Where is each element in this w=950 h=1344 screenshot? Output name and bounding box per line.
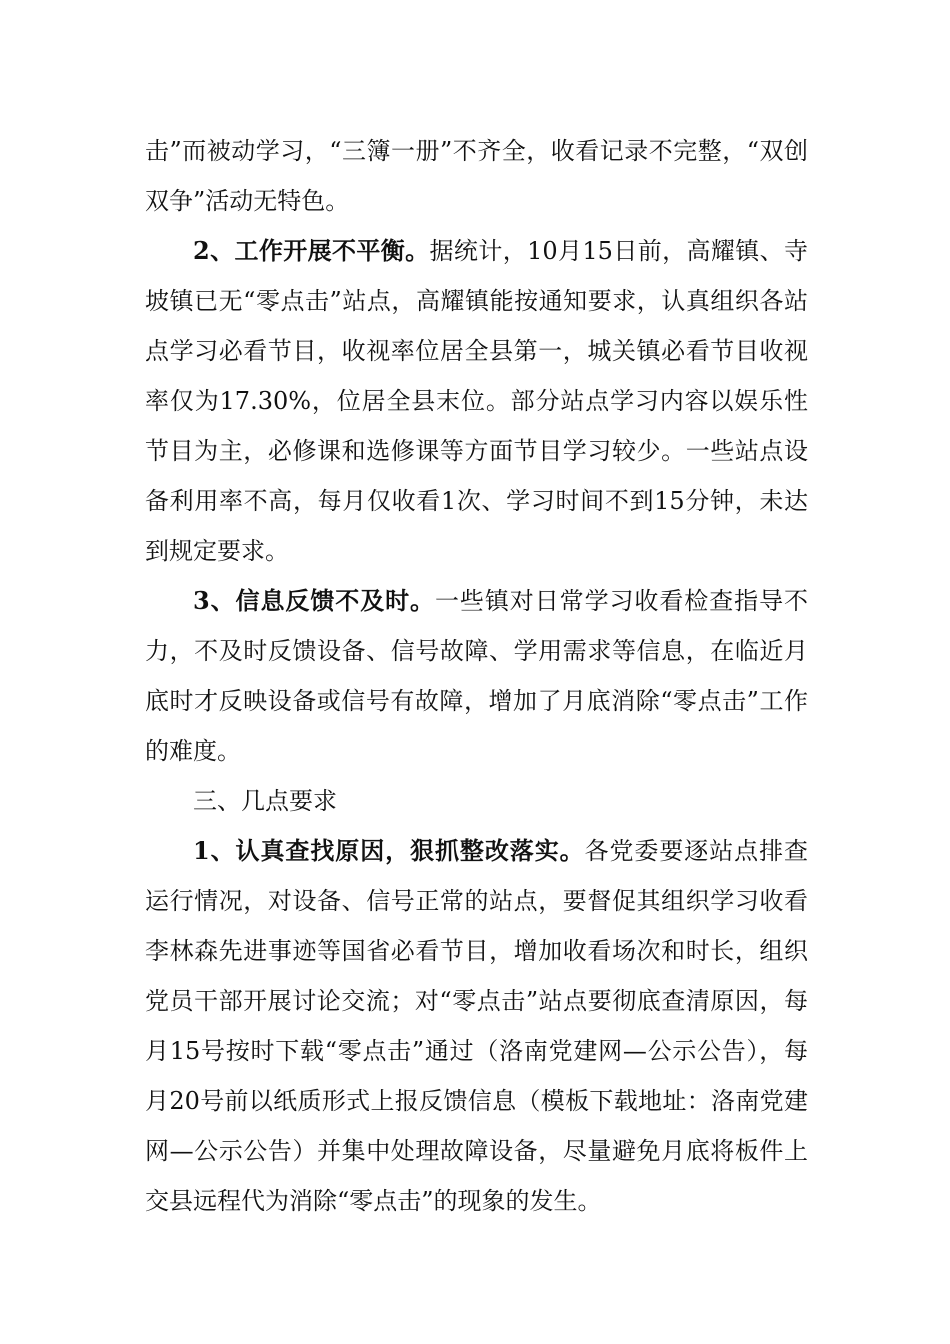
paragraph-text: 击”而被动学习，“三簿一册”不齐全，收看记录不完整，“双创双争”活动无特色。 [145, 137, 808, 215]
paragraph-text: 据统计，10月15日前，高耀镇、寺坡镇已无“零点击”站点，高耀镇能按通知要求，认真组织各站点学习必看节目，收视率位居全县第一，城关镇必看节目收视率仅为17.30%，位居全县末位。部分站点学习内容以娱乐性节目为主，必修课和选修课等方面节目学习较少。一些站点设备利用率不高，每月仅收看1次、学习时间不到15分钟，未达到规定要求。 [145, 237, 809, 565]
paragraph-heading: 3、信息反馈不及时。 [193, 586, 435, 615]
section-title: 三、几点要求 [193, 787, 337, 815]
document-body [145, 126, 808, 1226]
section-title-requirements [145, 776, 808, 826]
paragraph-continuation [145, 126, 808, 226]
paragraph-heading: 1、认真查找原因，狠抓整改落实。 [193, 836, 585, 865]
paragraph-feedback-delay [145, 576, 808, 776]
paragraph-work-imbalance [145, 226, 808, 576]
paragraph-find-causes [145, 826, 808, 1226]
paragraph-text: 各党委要逐站点排查运行情况，对设备、信号正常的站点，要督促其组织学习收看李林森先进事迹等国省必看节目，增加收看场次和时长，组织党员干部开展讨论交流；对“零点击”站点要彻底查清原因，每月15号按时下载“零点击”通过（洛南党建网—公示公告），每月20号前以纸质形式上报反馈信息（模板下载地址：洛南党建网—公示公告）并集中处理故障设备，尽量避免月底将板件上交县远程代为消除“零点击”的现象的发生。 [145, 837, 809, 1215]
paragraph-heading: 2、工作开展不平衡。 [193, 236, 430, 265]
paragraph-text: 一些镇对日常学习收看检查指导不力，不及时反馈设备、信号故障、学用需求等信息，在临近月底时才反映设备或信号有故障，增加了月底消除“零点击”工作的难度。 [145, 587, 809, 765]
